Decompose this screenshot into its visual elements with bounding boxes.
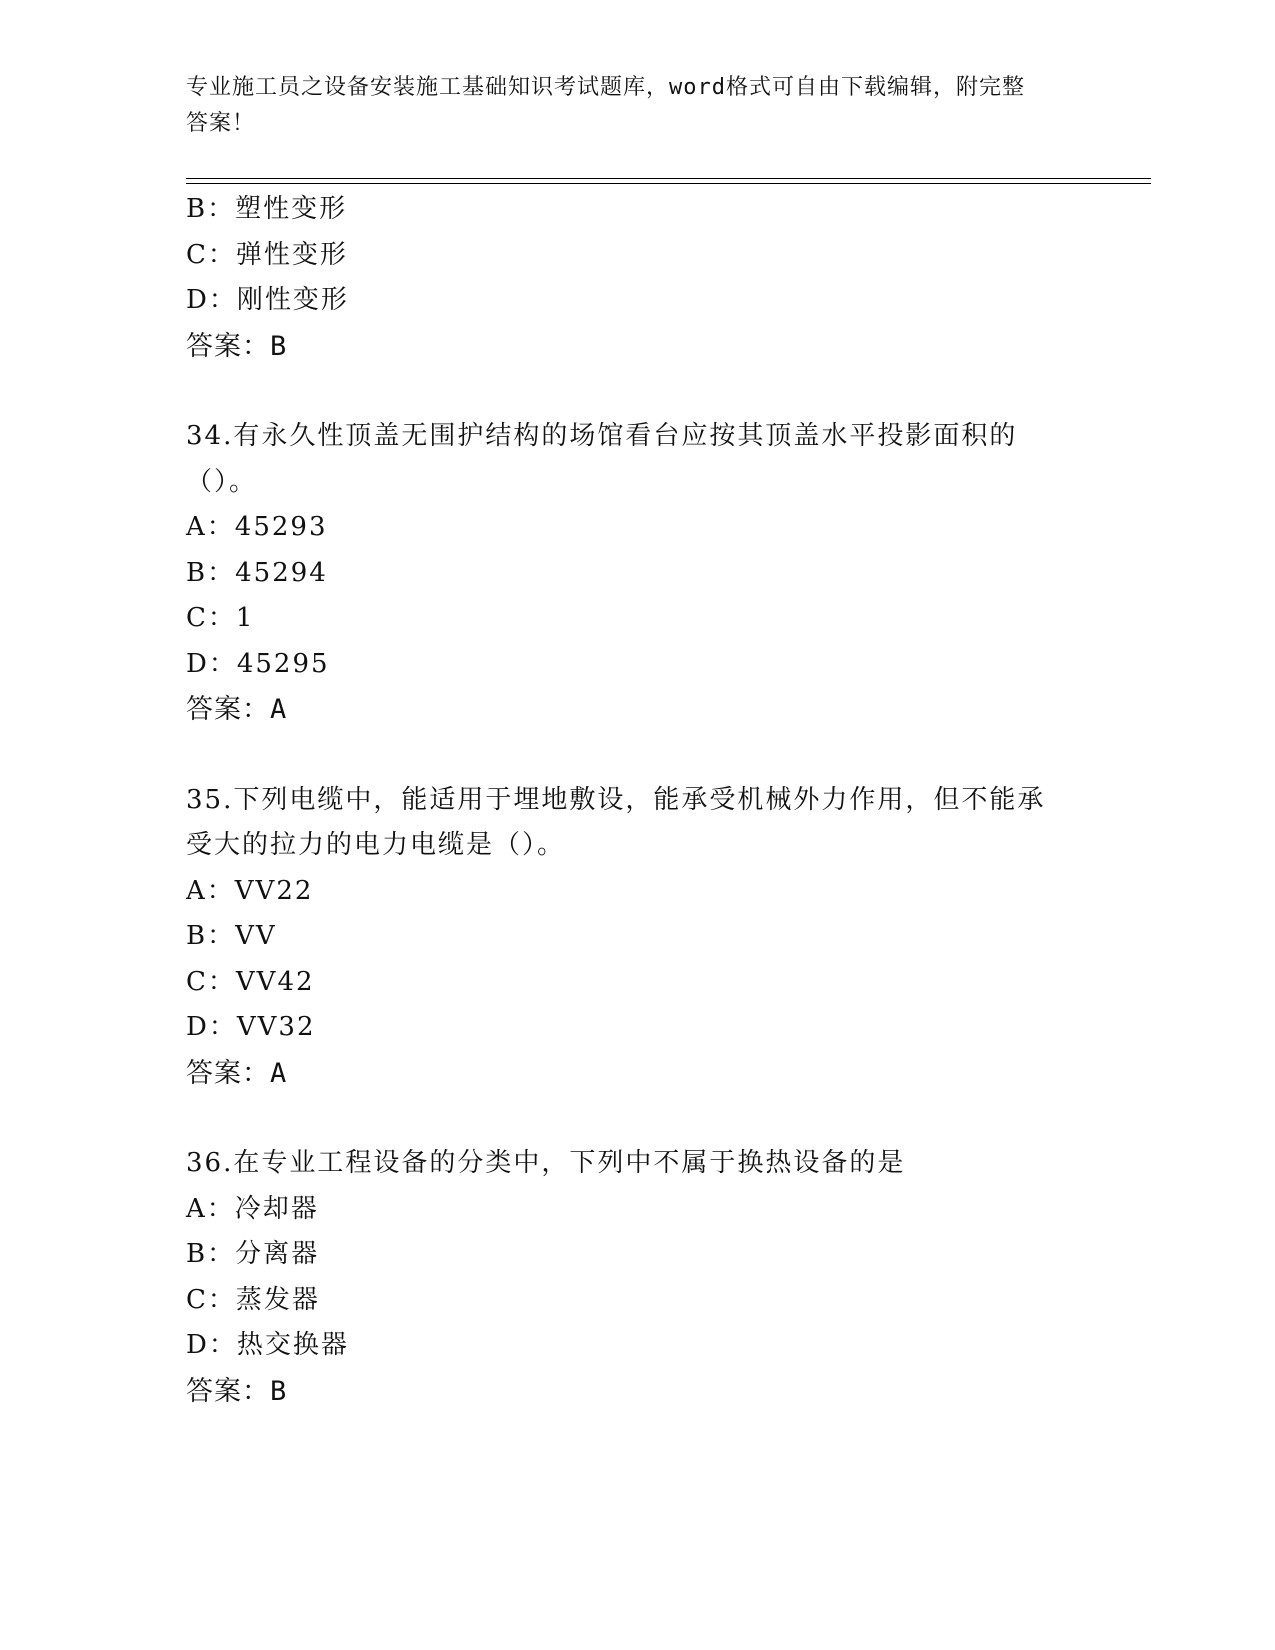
question-36-stem: 36.在专业工程设备的分类中，下列中不属于换热设备的是 (186, 1148, 906, 1178)
question-36-option-c: C：蒸发器 (186, 1284, 320, 1315)
question-36-answer: 答案：B (186, 1375, 288, 1407)
question-35-option-d: D：VV32 (186, 1012, 316, 1042)
question-34-option-c: C：1 (186, 603, 255, 633)
question-35-option-a: A：VV22 (186, 875, 314, 906)
question-33-option-d: D：刚性变形 (186, 285, 349, 315)
question-35-option-b: B：VV (186, 921, 277, 951)
question-35-answer: 答案：A (186, 1057, 288, 1089)
document-header: 专业施工员之设备安装施工基础知识考试题库，word格式可自由下载编辑，附完整答案！ (186, 75, 1025, 136)
question-33-answer: 答案：B (186, 330, 288, 362)
question-34-stem: 34.有永久性顶盖无围护结构的场馆看台应按其顶盖水平投影面积的（）。 (186, 421, 1018, 497)
header-rule-top (186, 178, 1151, 179)
question-list (186, 187, 1066, 1414)
question-33-option-c: C：弹性变形 (186, 239, 348, 270)
question-34-answer: 答案：A (186, 694, 288, 725)
question-35 (186, 778, 1066, 1097)
header-rule-bottom (186, 183, 1151, 184)
question-34-option-d: D：45295 (186, 648, 330, 679)
question-35-option-c: C：VV42 (186, 966, 315, 997)
question-34 (186, 414, 1066, 733)
question-33 (186, 187, 1066, 369)
question-36-option-b: B：分离器 (186, 1239, 320, 1269)
question-34-option-b: B：45294 (186, 557, 328, 588)
question-33-option-b: B：塑性变形 (186, 194, 348, 224)
question-36-option-d: D：热交换器 (186, 1330, 349, 1360)
question-36-option-a: A：冷却器 (186, 1193, 319, 1224)
question-35-stem: 35.下列电缆中，能适用于埋地敷设，能承受机械外力作用，但不能承受大的拉力的电力电缆是（）。 (186, 784, 1046, 860)
question-34-option-a: A：45293 (186, 512, 328, 542)
question-36 (186, 1141, 1066, 1414)
